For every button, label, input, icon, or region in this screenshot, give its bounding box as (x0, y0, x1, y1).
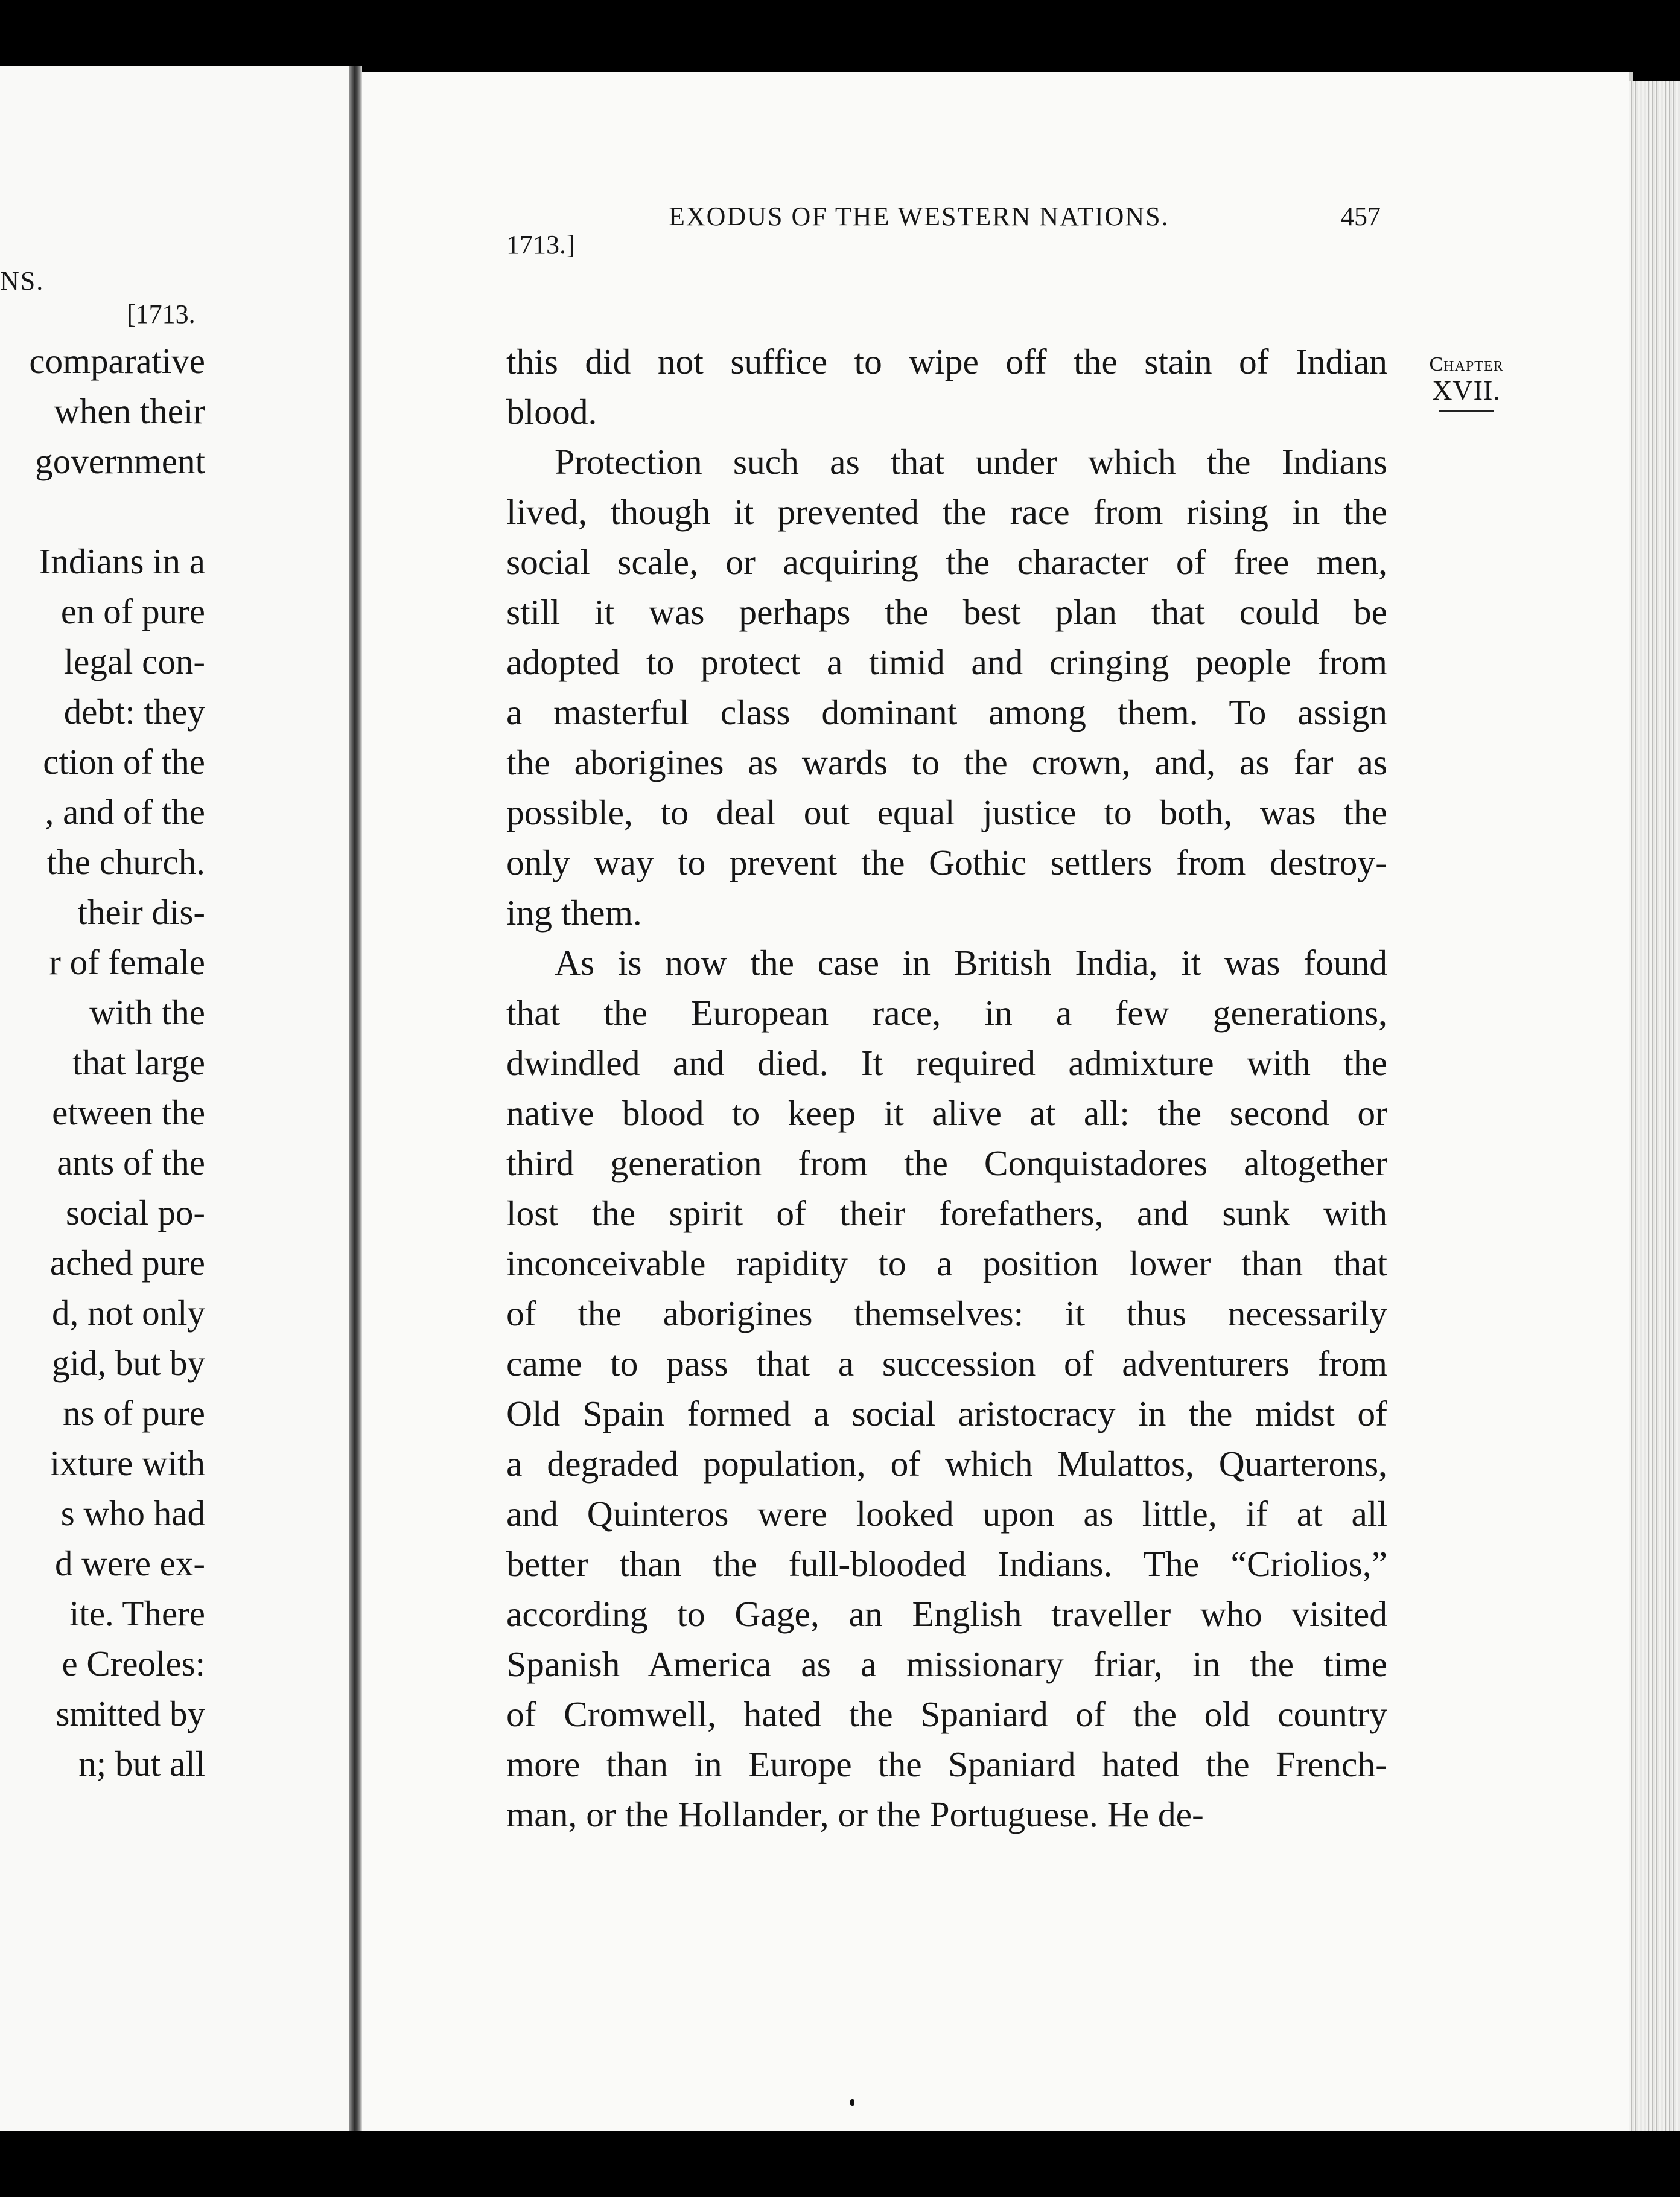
paragraph3-line: more than in Europe the Spaniard hated the French- (506, 1744, 1387, 1784)
scan-border (0, 2131, 1680, 2197)
left-text-line: debt: they (63, 692, 205, 732)
paragraph2-line: the aborigines as wards to the crown, and, as far as (506, 742, 1387, 782)
paragraph2-line: social scale, or acquiring the character of free men, (506, 542, 1387, 582)
page-number: 457 (1341, 202, 1381, 231)
paragraph3-line: of the aborigines themselves: it thus necessarily (506, 1293, 1387, 1333)
left-text-line: their dis- (77, 892, 205, 932)
paragraph3-line: and Quinteros were looked upon as little, if at all (506, 1494, 1387, 1534)
left-running-head: NS. (0, 266, 45, 296)
left-text-line: when their (54, 391, 205, 431)
left-text-line: d were ex- (55, 1543, 205, 1583)
paragraph3-line: came to pass that a succession of adventurers from (506, 1344, 1387, 1383)
paragraph1-line: this did not suffice to wipe off the stain of Indian (506, 342, 1387, 381)
left-text-line: r of female (49, 942, 205, 982)
paragraph2-line: possible, to deal out equal justice to both, was the (506, 792, 1387, 832)
paragraph3-line: man, or the Hollander, or the Portuguese. He de- (506, 1794, 1204, 1834)
left-text-line: with the (89, 992, 205, 1032)
paragraph2-line: only way to prevent the Gothic settlers from destroy- (506, 843, 1387, 882)
paragraph3-line: inconceivable rapidity to a position lower than that (506, 1243, 1387, 1283)
left-text-line: government (35, 441, 205, 481)
chapter-rule (1439, 410, 1494, 412)
paragraph3-line: native blood to keep it alive at all: the second or (506, 1093, 1387, 1133)
page-edges (1629, 81, 1680, 2131)
running-head: EXODUS OF THE WESTERN NATIONS. (669, 202, 1169, 231)
left-text-line: ns of pure (63, 1393, 205, 1433)
left-text-line: social po- (65, 1193, 205, 1232)
left-text-line: en of pure (60, 592, 205, 631)
paragraph2-line: lived, though it prevented the race from rising in the (506, 492, 1387, 532)
paragraph1-line: blood. (506, 392, 597, 432)
paragraph3-line: better than the full-blooded Indians. The “Criolios,” (506, 1544, 1387, 1584)
chapter-number: XVII. (1432, 375, 1501, 406)
paragraph2-line: ing them. (506, 893, 642, 933)
paragraph3-line: lost the spirit of their forefathers, and sunk with (506, 1193, 1387, 1233)
left-page (0, 66, 349, 2131)
left-text-line: ction of the (43, 742, 205, 782)
left-text-line: ite. There (69, 1593, 205, 1633)
left-text-line: s who had (60, 1493, 205, 1533)
year-marker: 1713.] (506, 230, 575, 260)
paragraph3-line: As is now the case in British India, it was found (555, 943, 1387, 983)
left-text-line: d, not only (51, 1293, 205, 1333)
left-text-line: ixture with (49, 1443, 205, 1483)
left-text-line: ants of the (57, 1143, 205, 1182)
print-speck (850, 2099, 854, 2106)
left-text-line: comparative (29, 341, 205, 381)
paragraph3-line: that the European race, in a few generations, (506, 993, 1387, 1033)
left-text-line (0, 486, 205, 537)
paragraph3-line: dwindled and died. It required admixture with the (506, 1043, 1387, 1083)
chapter-margin-note (1412, 353, 1521, 412)
left-text-line: legal con- (63, 642, 205, 681)
paragraph3-line: according to Gage, an English traveller who visited (506, 1594, 1387, 1634)
left-text-line: smitted by (56, 1694, 205, 1733)
paragraph3-line: of Cromwell, hated the Spaniard of the old country (506, 1694, 1387, 1734)
left-text-line: Indians in a (39, 541, 205, 581)
left-text-line: ached pure (49, 1243, 205, 1283)
paragraph3-line: Spanish America as a missionary friar, in the time (506, 1644, 1387, 1684)
paragraph3-line: third generation from the Conquistadores altogether (506, 1143, 1387, 1183)
left-text-line: that large (72, 1042, 205, 1082)
paragraph2-line: Protection such as that under which the Indians (555, 442, 1387, 482)
left-text-line: e Creoles: (62, 1644, 205, 1683)
body-text (506, 337, 1387, 1840)
left-text-line: gid, but by (51, 1343, 205, 1383)
chapter-label: Chapter (1429, 353, 1504, 375)
paragraph3-line: a degraded population, of which Mulattos, Quarterons, (506, 1444, 1387, 1484)
book-gutter (349, 66, 362, 2131)
left-text-line: etween the (52, 1092, 205, 1132)
left-page-text (0, 336, 205, 1789)
paragraph2-line: still it was perhaps the best plan that could be (506, 592, 1387, 632)
left-text-line: , and of the (45, 792, 205, 832)
left-text-line: the church. (46, 842, 205, 882)
paragraph2-line: a masterful class dominant among them. To assign (506, 692, 1387, 732)
left-text-line: n; but all (78, 1744, 205, 1784)
paragraph3-line: Old Spain formed a social aristocracy in the midst of (506, 1394, 1387, 1433)
paragraph2-line: adopted to protect a timid and cringing people from (506, 642, 1387, 682)
left-date: [1713. (127, 299, 196, 329)
